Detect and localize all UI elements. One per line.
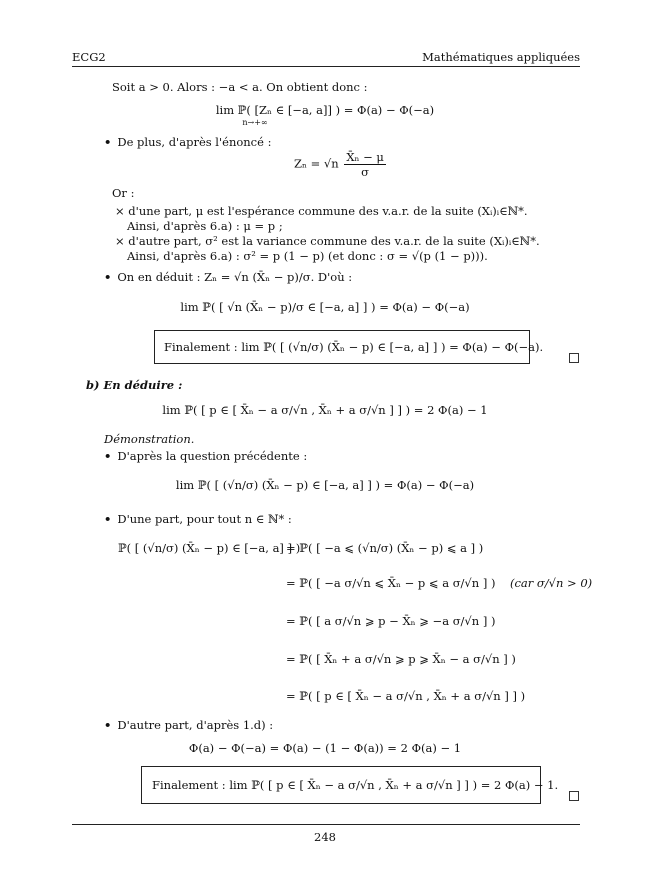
question-line: b) En déduire : [86, 378, 183, 392]
aligned-row: = ℙ( [ −a σ/√n ⩽ X̄ₙ − p ⩽ a σ/√n ] ) [286, 576, 496, 590]
page-number: 248 [314, 830, 336, 844]
result-text: Finalement : lim ℙ( [ (√n/σ) (X̄ₙ − p) ∈ [−a, a] ] ) = Φ(a) − Φ(−a). [164, 340, 544, 354]
equation: lim ℙ( [Zₙ ∈ [−a, a]] ) = Φ(a) − Φ(−a) [215, 103, 435, 117]
aligned-row-comment: (car σ/√n > 0) [510, 576, 593, 590]
result-text: Finalement : lim ℙ( [ p ∈ [ X̄ₙ − a σ/√n , X̄ₙ + a σ/√n ] ] ) = 2 Φ(a) − 1. [152, 778, 559, 792]
bullet-line: • D'une part, pour tout n ∈ ℕ* : [104, 512, 292, 526]
text-line: Soit a > 0. Alors : −a < a. On obtient donc : [112, 80, 368, 94]
aligned-row: = ℙ( [ a σ/√n ⩾ p − X̄ₙ ⩾ −a σ/√n ] ) [286, 614, 496, 628]
header-left: ECG2 [72, 50, 106, 64]
bullet-line: • D'après la question précédente : [104, 449, 308, 463]
qed-square-icon [569, 791, 579, 801]
bullet-line: • De plus, d'après l'énoncé : [104, 135, 272, 149]
text-line: × d'autre part, σ² est la variance commune des v.a.r. de la suite (Xᵢ)ᵢ∈ℕ*. [115, 234, 540, 248]
aligned-row: = ℙ( [ −a ⩽ (√n/σ) (X̄ₙ − p) ⩽ a ] ) [286, 541, 484, 555]
footer-rule [72, 824, 580, 825]
aligned-row: = ℙ( [ p ∈ [ X̄ₙ − a σ/√n , X̄ₙ + a σ/√n ] ] ) [286, 689, 526, 703]
qed-square-icon [569, 353, 579, 363]
equation: lim ℙ( [ (√n/σ) (X̄ₙ − p) ∈ [−a, a] ] ) = Φ(a) − Φ(−a) [175, 478, 475, 492]
equation: lim ℙ( [ √n (X̄ₙ − p)/σ ∈ [−a, a] ] ) = Φ(a) − Φ(−a) [180, 300, 470, 314]
demonstration-label: Démonstration. [104, 432, 195, 446]
aligned-row-left: ℙ( [ (√n/σ) (X̄ₙ − p) ∈ [−a, a] ] ) [118, 541, 301, 555]
header-right: Mathématiques appliquées [422, 50, 580, 64]
bullet-line: • On en déduit : Zₙ = √n (X̄ₙ − p)/σ. D'où : [104, 270, 353, 284]
header-rule [72, 66, 580, 67]
equation: lim ℙ( [ p ∈ [ X̄ₙ − a σ/√n , X̄ₙ + a σ/√n ] ] ) = 2 Φ(a) − 1 [162, 403, 488, 417]
aligned-row: = ℙ( [ X̄ₙ + a σ/√n ⩾ p ⩾ X̄ₙ − a σ/√n ] ) [286, 652, 516, 666]
text-line: Ainsi, d'après 6.a) : σ² = p (1 − p) (et donc : σ = √(p (1 − p))). [127, 249, 488, 263]
equation-zn: Zₙ = √n $\frac{\text{X̄ₙ − μ}}{\sigma}$ [294, 150, 384, 179]
text-line: Or : [112, 186, 135, 200]
limit-subscript: n→+∞ [242, 118, 268, 127]
equation: Φ(a) − Φ(−a) = Φ(a) − (1 − Φ(a)) = 2 Φ(a) − 1 [188, 741, 462, 755]
bullet-line: • D'autre part, d'après 1.d) : [104, 718, 274, 732]
text-line: Ainsi, d'après 6.a) : μ = p ; [127, 219, 283, 233]
text-line: × d'une part, μ est l'espérance commune des v.a.r. de la suite (Xᵢ)ᵢ∈ℕ*. [115, 204, 528, 218]
